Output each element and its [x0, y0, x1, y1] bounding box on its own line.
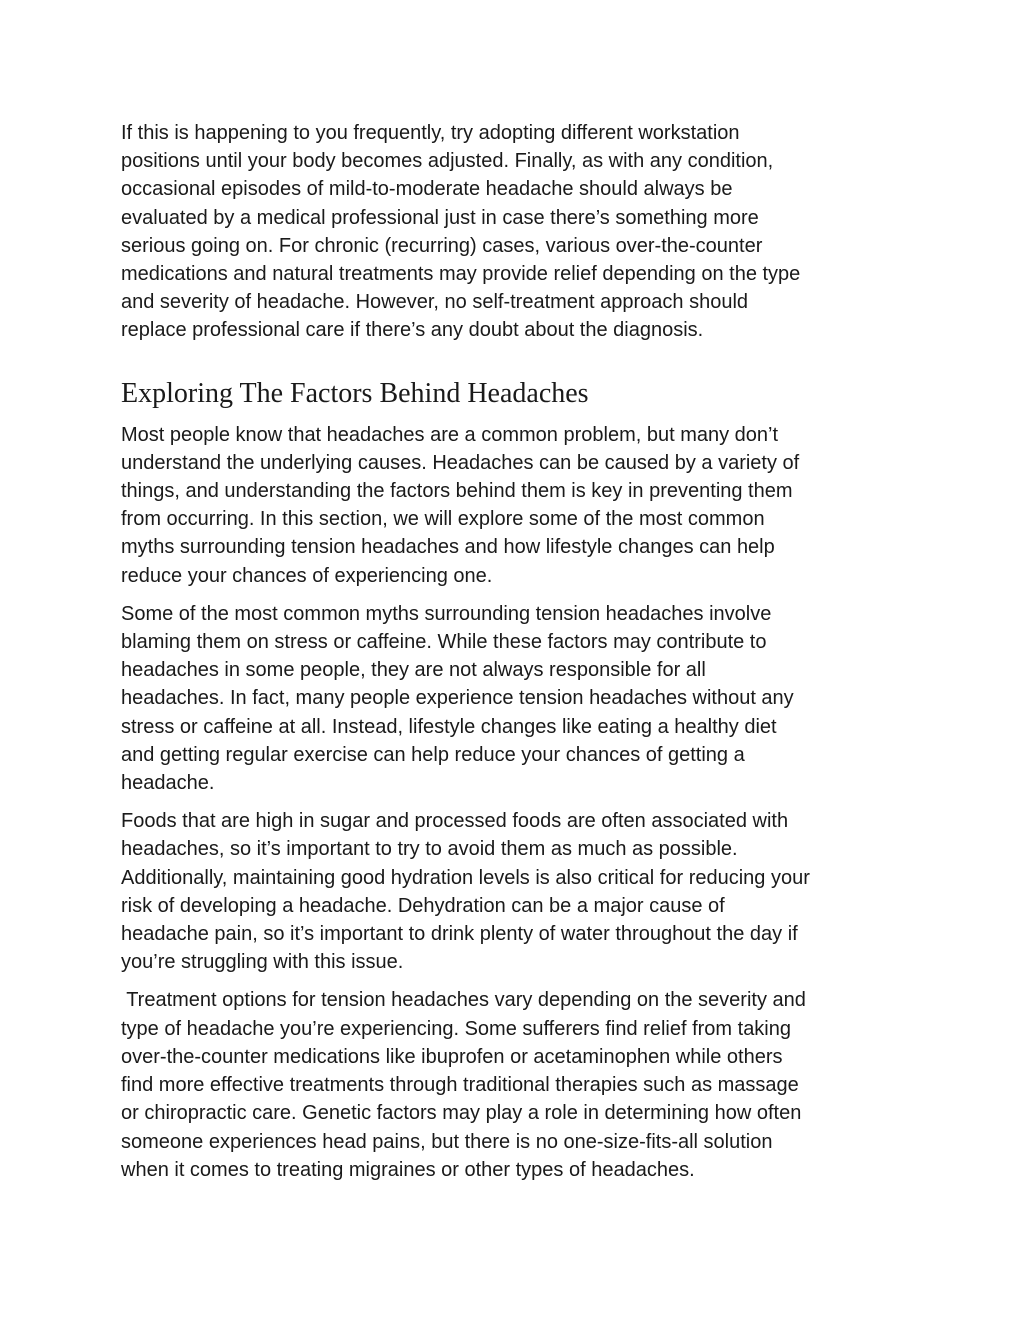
- text-line: occasional episodes of mild-to-moderate headache should always be: [121, 178, 733, 201]
- body-paragraph-myths: [121, 600, 911, 797]
- text-line: headaches in some people, they are not always responsible for all: [121, 659, 706, 682]
- text-line: find more effective treatments through traditional therapies such as massage: [121, 1074, 799, 1097]
- text-line: replace professional care if there’s any doubt about the diagnosis.: [121, 319, 704, 342]
- text-line: evaluated by a medical professional just in case there’s something more: [121, 206, 759, 229]
- body-paragraph-foods: [121, 807, 911, 976]
- text-line: and severity of headache. However, no self-treatment approach should: [121, 291, 749, 314]
- text-line: blaming them on stress or caffeine. While these factors may contribute to: [121, 631, 767, 654]
- text-line: from occurring. In this section, we will explore some of the most common: [121, 508, 765, 531]
- text-line: headaches, so it’s important to try to avoid them as much as possible.: [121, 838, 738, 861]
- text-line: reduce your chances of experiencing one.: [121, 564, 493, 587]
- body-paragraph-causes: [121, 421, 911, 590]
- text-line: someone experiences head pains, but there is no one-size-fits-all solution: [121, 1130, 773, 1153]
- text-line: type of headache you’re experiencing. Some sufferers find relief from taking: [121, 1017, 791, 1040]
- text-line: serious going on. For chronic (recurring) cases, various over-the-counter: [121, 234, 763, 257]
- text-line: when it comes to treating migraines or other types of headaches.: [121, 1158, 695, 1181]
- text-line: or chiropractic care. Genetic factors may play a role in determining how often: [121, 1102, 802, 1125]
- text-line: you’re struggling with this issue.: [121, 951, 404, 974]
- text-line: myths surrounding tension headaches and how lifestyle changes can help: [121, 536, 775, 559]
- text-line: Most people know that headaches are a common problem, but many don’t: [121, 423, 779, 446]
- text-line: headaches. In fact, many people experience tension headaches without any: [121, 687, 794, 710]
- text-line: headache.: [121, 772, 215, 795]
- text-line: Additionally, maintaining good hydration levels is also critical for reducing your: [121, 866, 810, 889]
- intro-paragraph: [121, 119, 911, 345]
- text-line: and getting regular exercise can help reduce your chances of getting a: [121, 743, 745, 766]
- section-heading: Exploring The Factors Behind Headaches: [121, 377, 589, 409]
- text-line: medications and natural treatments may provide relief depending on the type: [121, 263, 801, 286]
- text-line: risk of developing a headache. Dehydration can be a major cause of: [121, 894, 725, 917]
- text-line: positions until your body becomes adjusted. Finally, as with any condition,: [121, 150, 774, 173]
- text-line: things, and understanding the factors behind them is key in preventing them: [121, 480, 793, 503]
- text-line: Foods that are high in sugar and processed foods are often associated with: [121, 810, 789, 833]
- text-line: Some of the most common myths surrounding tension headaches involve: [121, 602, 772, 625]
- text-line: understand the underlying causes. Headaches can be caused by a variety of: [121, 451, 800, 474]
- document-page: [121, 119, 911, 1194]
- text-line: over-the-counter medications like ibuprofen or acetaminophen while others: [121, 1045, 783, 1068]
- text-line: headache pain, so it’s important to drink plenty of water throughout the day if: [121, 923, 798, 946]
- text-line: Treatment options for tension headaches vary depending on the severity and: [121, 989, 806, 1012]
- body-paragraph-treatment: [121, 986, 911, 1183]
- text-line: If this is happening to you frequently, try adopting different workstation: [121, 122, 740, 144]
- text-line: stress or caffeine at all. Instead, lifestyle changes like eating a healthy diet: [121, 715, 777, 738]
